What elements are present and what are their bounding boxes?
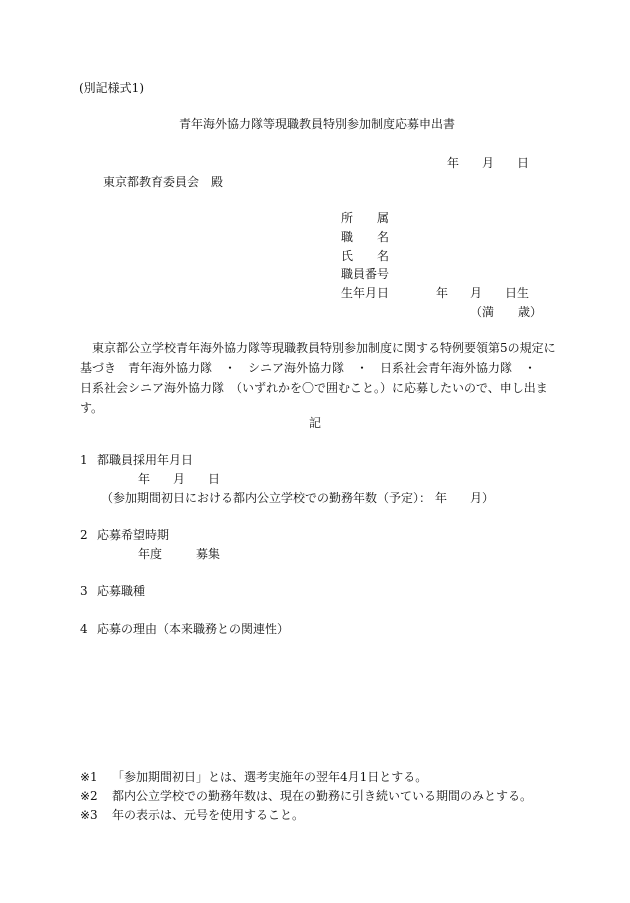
years-of-service-note: （参加期間初日における都内公立学校での勤務年数（予定）： <box>101 491 432 505</box>
item-1-month-label: 月 <box>173 472 186 486</box>
service-years-unit: 年 <box>435 491 448 505</box>
item-1-day-label: 日 <box>208 472 221 486</box>
recruitment-label: 募集 <box>196 547 221 561</box>
birth-day-label: 日生 <box>505 286 530 300</box>
ki-heading: 記 <box>309 416 322 430</box>
form-label: (別記様式1) <box>79 81 144 95</box>
body-paragraph <box>80 338 558 418</box>
note-2-text: 都内公立学校での勤務年数は、現在の勤務に引き続いている期間のみとする。 <box>112 789 533 803</box>
item-3-label: 応募職種 <box>97 584 146 598</box>
birthdate-label: 生年月日 <box>341 286 390 300</box>
note-1-text: 「参加期間初日」とは、選考実施年の翌年4月1日とする。 <box>112 770 428 784</box>
staff-number-label: 職員番号 <box>341 267 390 281</box>
age-label: （満 歳） <box>470 305 543 319</box>
date-day-label: 日 <box>517 156 530 170</box>
note-3-mark: ※3 <box>80 808 98 822</box>
item-3-number: 3 <box>80 584 88 598</box>
item-2-label: 応募希望時期 <box>97 528 170 542</box>
date-month-label: 月 <box>482 156 495 170</box>
item-4-label: 応募の理由（本来職務との関連性） <box>97 622 290 636</box>
addressee: 東京都教育委員会 殿 <box>103 175 224 189</box>
note-2-mark: ※2 <box>80 789 98 803</box>
note-3-text: 年の表示は、元号を使用すること。 <box>112 808 305 822</box>
service-months-unit: 月） <box>470 491 495 505</box>
note-1-mark: ※1 <box>80 770 98 784</box>
item-1-label: 都職員採用年月日 <box>97 453 194 467</box>
birth-month-label: 月 <box>470 286 483 300</box>
page-title: 青年海外協力隊等現職教員特別参加制度応募申出書 <box>179 117 456 131</box>
date-year-label: 年 <box>447 156 460 170</box>
body-text: 東京都公立学校青年海外協力隊等現職教員特別参加制度に関する特例要領第5の規定に基づき 青年海外協力隊 ・ シニア海外協力隊 ・ 日系社会青年海外協力隊 ・ 日系社会シニア海外協力隊 （いずれかを〇で囲むこと。）に応募したいので、申し出ます。 <box>80 341 556 415</box>
name-label: 氏 名 <box>341 249 390 263</box>
position-label: 職 名 <box>341 230 390 244</box>
item-4-number: 4 <box>80 622 88 636</box>
affiliation-label: 所 属 <box>341 211 390 225</box>
item-1-number: 1 <box>80 453 88 467</box>
birth-year-label: 年 <box>436 286 449 300</box>
item-2-number: 2 <box>80 528 88 542</box>
fiscal-year-label: 年度 <box>138 547 163 561</box>
item-1-year-label: 年 <box>138 472 151 486</box>
